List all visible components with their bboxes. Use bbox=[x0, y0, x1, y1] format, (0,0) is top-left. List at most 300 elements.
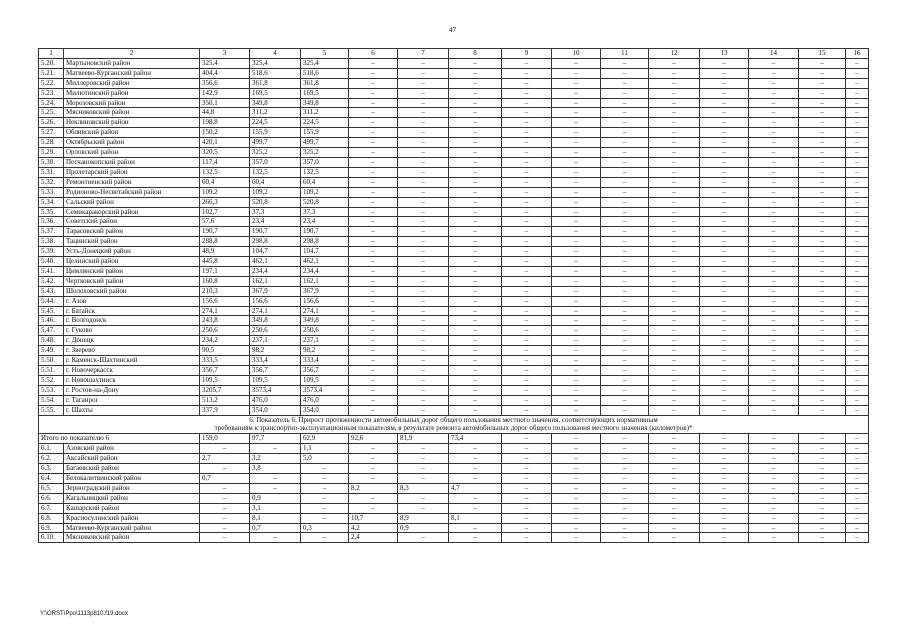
value-cell: 156,6 bbox=[301, 296, 349, 306]
dash-cell: – bbox=[700, 366, 749, 376]
dash-cell: – bbox=[649, 237, 700, 247]
dash-cell: – bbox=[846, 346, 869, 356]
row-number: 5.26. bbox=[39, 118, 64, 128]
value-cell: – bbox=[700, 473, 749, 483]
value-cell: – bbox=[552, 533, 601, 543]
dash-cell: – bbox=[649, 138, 700, 148]
value-cell: 349,8 bbox=[301, 98, 349, 108]
value-cell: – bbox=[649, 473, 700, 483]
row-name: Миллеровский район bbox=[64, 78, 200, 88]
value-cell: – bbox=[846, 444, 869, 454]
dash-cell: – bbox=[846, 88, 869, 98]
dash-cell: – bbox=[846, 128, 869, 138]
dash-cell: – bbox=[749, 306, 799, 316]
table-row bbox=[39, 187, 869, 197]
dash-cell: – bbox=[700, 326, 749, 336]
dash-cell: – bbox=[749, 177, 799, 187]
value-cell: 234,2 bbox=[200, 336, 250, 346]
dash-cell: – bbox=[502, 276, 552, 286]
value-cell: 357,0 bbox=[301, 157, 349, 167]
dash-cell: – bbox=[799, 58, 846, 68]
dash-cell: – bbox=[649, 88, 700, 98]
row-number: 5.51. bbox=[39, 366, 64, 376]
value-cell: – bbox=[502, 473, 552, 483]
dash-cell: – bbox=[700, 187, 749, 197]
table-row bbox=[39, 207, 869, 217]
row-number: 5.46. bbox=[39, 316, 64, 326]
value-cell: 109,2 bbox=[200, 187, 250, 197]
dash-cell: – bbox=[700, 217, 749, 227]
value-cell: 190,7 bbox=[200, 227, 250, 237]
dash-cell: – bbox=[700, 395, 749, 405]
dash-cell: – bbox=[398, 58, 449, 68]
dash-cell: – bbox=[649, 405, 700, 415]
dash-cell: – bbox=[502, 108, 552, 118]
table-row bbox=[39, 98, 869, 108]
dash-cell: – bbox=[700, 148, 749, 158]
table-row bbox=[39, 257, 869, 267]
dash-cell: – bbox=[649, 375, 700, 385]
row-name: Милютинский район bbox=[64, 88, 200, 98]
value-cell: 8,2 bbox=[349, 483, 398, 493]
table-row bbox=[39, 227, 869, 237]
table-row bbox=[39, 503, 869, 513]
dash-cell: – bbox=[398, 346, 449, 356]
value-cell: 367,9 bbox=[301, 286, 349, 296]
dash-cell: – bbox=[449, 316, 502, 326]
total-row bbox=[39, 434, 869, 444]
dash-cell: – bbox=[846, 375, 869, 385]
dash-cell: – bbox=[449, 247, 502, 257]
row-name: Усть-Донецкий район bbox=[64, 247, 200, 257]
dash-cell: – bbox=[649, 58, 700, 68]
dash-cell: – bbox=[749, 217, 799, 227]
value-cell: – bbox=[349, 454, 398, 464]
value-cell: 356,7 bbox=[200, 366, 250, 376]
total-value-cell: – bbox=[552, 434, 601, 444]
value-cell: – bbox=[349, 473, 398, 483]
dash-cell: – bbox=[799, 326, 846, 336]
column-header: 15 bbox=[799, 49, 846, 59]
table-row bbox=[39, 118, 869, 128]
dash-cell: – bbox=[552, 128, 601, 138]
dash-cell: – bbox=[700, 78, 749, 88]
dash-cell: – bbox=[449, 227, 502, 237]
row-name: Мясниковский район bbox=[64, 108, 200, 118]
dash-cell: – bbox=[749, 375, 799, 385]
dash-cell: – bbox=[349, 395, 398, 405]
dash-cell: – bbox=[502, 177, 552, 187]
dash-cell: – bbox=[601, 197, 649, 207]
value-cell: – bbox=[799, 533, 846, 543]
dash-cell: – bbox=[649, 148, 700, 158]
value-cell: 356,6 bbox=[200, 78, 250, 88]
row-name: Азовский район bbox=[64, 444, 200, 454]
column-header: 7 bbox=[398, 49, 449, 59]
dash-cell: – bbox=[799, 276, 846, 286]
dash-cell: – bbox=[700, 296, 749, 306]
value-cell: 445,8 bbox=[200, 257, 250, 267]
dash-cell: – bbox=[601, 78, 649, 88]
dash-cell: – bbox=[502, 266, 552, 276]
dash-cell: – bbox=[552, 395, 601, 405]
value-cell: 160,8 bbox=[200, 276, 250, 286]
dash-cell: – bbox=[601, 326, 649, 336]
value-cell: 325,2 bbox=[301, 148, 349, 158]
value-cell: 237,1 bbox=[301, 336, 349, 346]
value-cell: 0,9 bbox=[398, 523, 449, 533]
row-name: г. Зверево bbox=[64, 346, 200, 356]
table-row bbox=[39, 237, 869, 247]
dash-cell: – bbox=[700, 346, 749, 356]
table-row bbox=[39, 336, 869, 346]
row-name: г. Таганрог bbox=[64, 395, 200, 405]
dash-cell: – bbox=[799, 227, 846, 237]
value-cell: – bbox=[200, 444, 250, 454]
dash-cell: – bbox=[398, 207, 449, 217]
dash-cell: – bbox=[398, 197, 449, 207]
dash-cell: – bbox=[398, 247, 449, 257]
value-cell: 462,1 bbox=[250, 257, 301, 267]
row-name: Багаевский район bbox=[64, 464, 200, 474]
dash-cell: – bbox=[552, 356, 601, 366]
value-cell: – bbox=[398, 493, 449, 503]
row-name: г. Азов bbox=[64, 296, 200, 306]
value-cell: 156,6 bbox=[200, 296, 250, 306]
dash-cell: – bbox=[449, 148, 502, 158]
dash-cell: – bbox=[502, 306, 552, 316]
dash-cell: – bbox=[449, 88, 502, 98]
table-row bbox=[39, 157, 869, 167]
dash-cell: – bbox=[749, 118, 799, 128]
table-row bbox=[39, 306, 869, 316]
value-cell: – bbox=[250, 483, 301, 493]
dash-cell: – bbox=[601, 98, 649, 108]
table-row bbox=[39, 296, 869, 306]
dash-cell: – bbox=[552, 266, 601, 276]
dash-cell: – bbox=[502, 98, 552, 108]
value-cell: 354,0 bbox=[301, 405, 349, 415]
dash-cell: – bbox=[349, 316, 398, 326]
value-cell: 298,8 bbox=[250, 237, 301, 247]
dash-cell: – bbox=[349, 326, 398, 336]
value-cell: 2,4 bbox=[349, 533, 398, 543]
total-value-cell: – bbox=[799, 434, 846, 444]
value-cell: 3573,4 bbox=[250, 385, 301, 395]
value-cell: – bbox=[700, 454, 749, 464]
dash-cell: – bbox=[449, 78, 502, 88]
value-cell: 404,4 bbox=[200, 68, 250, 78]
row-number: 5.48. bbox=[39, 336, 64, 346]
dash-cell: – bbox=[749, 138, 799, 148]
table-row bbox=[39, 444, 869, 454]
value-cell: – bbox=[700, 493, 749, 503]
dash-cell: – bbox=[749, 108, 799, 118]
dash-cell: – bbox=[349, 108, 398, 118]
dash-cell: – bbox=[398, 257, 449, 267]
table-row bbox=[39, 88, 869, 98]
value-cell: 518,6 bbox=[250, 68, 301, 78]
value-cell: – bbox=[250, 473, 301, 483]
dash-cell: – bbox=[349, 128, 398, 138]
value-cell: 48,9 bbox=[200, 247, 250, 257]
dash-cell: – bbox=[649, 316, 700, 326]
row-name: Семикаракорский район bbox=[64, 207, 200, 217]
dash-cell: – bbox=[552, 148, 601, 158]
value-cell: 132,5 bbox=[200, 167, 250, 177]
row-number: 5.38. bbox=[39, 237, 64, 247]
value-cell: – bbox=[649, 464, 700, 474]
dash-cell: – bbox=[799, 157, 846, 167]
value-cell: 4,2 bbox=[349, 523, 398, 533]
page-number: 47 bbox=[449, 26, 456, 34]
column-header: 12 bbox=[649, 49, 700, 59]
value-cell: – bbox=[799, 454, 846, 464]
row-name: Кашарский район bbox=[64, 503, 200, 513]
dash-cell: – bbox=[398, 227, 449, 237]
row-number: 5.20. bbox=[39, 58, 64, 68]
dash-cell: – bbox=[649, 306, 700, 316]
dash-cell: – bbox=[799, 356, 846, 366]
dash-cell: – bbox=[749, 326, 799, 336]
value-cell: – bbox=[349, 464, 398, 474]
row-number: 5.45. bbox=[39, 306, 64, 316]
dash-cell: – bbox=[799, 167, 846, 177]
value-cell: 44,8 bbox=[200, 108, 250, 118]
row-number: 5.31. bbox=[39, 167, 64, 177]
dash-cell: – bbox=[449, 187, 502, 197]
dash-cell: – bbox=[601, 207, 649, 217]
row-number: 5.40. bbox=[39, 257, 64, 267]
value-cell: 169,5 bbox=[301, 88, 349, 98]
dash-cell: – bbox=[502, 187, 552, 197]
dash-cell: – bbox=[449, 108, 502, 118]
header-row bbox=[39, 49, 869, 59]
value-cell: – bbox=[552, 493, 601, 503]
dash-cell: – bbox=[649, 326, 700, 336]
value-cell: 132,5 bbox=[301, 167, 349, 177]
dash-cell: – bbox=[700, 266, 749, 276]
value-cell: – bbox=[749, 493, 799, 503]
dash-cell: – bbox=[601, 88, 649, 98]
dash-cell: – bbox=[449, 177, 502, 187]
value-cell: 60,4 bbox=[250, 177, 301, 187]
dash-cell: – bbox=[649, 385, 700, 395]
dash-cell: – bbox=[601, 346, 649, 356]
dash-cell: – bbox=[601, 366, 649, 376]
dash-cell: – bbox=[398, 266, 449, 276]
table-row bbox=[39, 68, 869, 78]
section-6-title-line-1: 6. Показатель 6. Прирост протяженности автомобильных дорог общего пользования местного значения, соответствующих нормативным bbox=[249, 415, 658, 424]
total-value-cell: 159,0 bbox=[200, 434, 250, 444]
value-cell: – bbox=[502, 464, 552, 474]
dash-cell: – bbox=[349, 227, 398, 237]
row-number: 5.42. bbox=[39, 276, 64, 286]
value-cell: – bbox=[449, 493, 502, 503]
value-cell: – bbox=[502, 533, 552, 543]
value-cell: 361,8 bbox=[250, 78, 301, 88]
dash-cell: – bbox=[601, 276, 649, 286]
table-row bbox=[39, 58, 869, 68]
dash-cell: – bbox=[700, 167, 749, 177]
column-header: 5 bbox=[301, 49, 349, 59]
row-name: Советский район bbox=[64, 217, 200, 227]
value-cell: 197,1 bbox=[200, 266, 250, 276]
value-cell: – bbox=[601, 444, 649, 454]
value-cell: – bbox=[552, 483, 601, 493]
value-cell: 513,2 bbox=[200, 395, 250, 405]
column-header: 1 bbox=[39, 49, 64, 59]
value-cell: – bbox=[449, 533, 502, 543]
row-name: Сальский район bbox=[64, 197, 200, 207]
row-number: 5.47. bbox=[39, 326, 64, 336]
dash-cell: – bbox=[749, 58, 799, 68]
row-number: 5.29. bbox=[39, 148, 64, 158]
value-cell: 250,6 bbox=[250, 326, 301, 336]
dash-cell: – bbox=[449, 276, 502, 286]
dash-cell: – bbox=[799, 316, 846, 326]
dash-cell: – bbox=[649, 187, 700, 197]
dash-cell: – bbox=[799, 207, 846, 217]
dash-cell: – bbox=[799, 118, 846, 128]
dash-cell: – bbox=[349, 385, 398, 395]
data-table bbox=[38, 48, 869, 543]
table-row bbox=[39, 197, 869, 207]
table-row bbox=[39, 276, 869, 286]
value-cell: 274,1 bbox=[301, 306, 349, 316]
dash-cell: – bbox=[449, 157, 502, 167]
value-cell: – bbox=[200, 533, 250, 543]
value-cell: 37,3 bbox=[250, 207, 301, 217]
dash-cell: – bbox=[649, 227, 700, 237]
value-cell: 337,9 bbox=[200, 405, 250, 415]
table-row bbox=[39, 385, 869, 395]
dash-cell: – bbox=[349, 366, 398, 376]
row-number: 6.4. bbox=[39, 473, 64, 483]
value-cell: 3,1 bbox=[250, 503, 301, 513]
value-cell: – bbox=[649, 444, 700, 454]
value-cell: – bbox=[398, 444, 449, 454]
dash-cell: – bbox=[700, 257, 749, 267]
value-cell: 1,1 bbox=[301, 444, 349, 454]
dash-cell: – bbox=[552, 336, 601, 346]
dash-cell: – bbox=[799, 247, 846, 257]
dash-cell: – bbox=[649, 68, 700, 78]
row-name: Морозовский район bbox=[64, 98, 200, 108]
dash-cell: – bbox=[749, 257, 799, 267]
value-cell: – bbox=[649, 533, 700, 543]
dash-cell: – bbox=[398, 306, 449, 316]
dash-cell: – bbox=[799, 266, 846, 276]
dash-cell: – bbox=[700, 385, 749, 395]
value-cell: – bbox=[200, 483, 250, 493]
value-cell: 156,6 bbox=[250, 296, 301, 306]
dash-cell: – bbox=[502, 257, 552, 267]
dash-cell: – bbox=[398, 405, 449, 415]
row-number: 6.2. bbox=[39, 454, 64, 464]
dash-cell: – bbox=[349, 266, 398, 276]
value-cell: – bbox=[200, 513, 250, 523]
dash-cell: – bbox=[749, 128, 799, 138]
value-cell: – bbox=[799, 473, 846, 483]
total-value-cell: – bbox=[601, 434, 649, 444]
row-name: Красносулинский район bbox=[64, 513, 200, 523]
row-number: 5.24. bbox=[39, 98, 64, 108]
value-cell: – bbox=[749, 483, 799, 493]
dash-cell: – bbox=[649, 98, 700, 108]
row-number: 6.10. bbox=[39, 533, 64, 543]
dash-cell: – bbox=[700, 247, 749, 257]
dash-cell: – bbox=[649, 395, 700, 405]
table-row bbox=[39, 454, 869, 464]
row-name: г. Батайск bbox=[64, 306, 200, 316]
dash-cell: – bbox=[799, 306, 846, 316]
value-cell: 357,0 bbox=[250, 157, 301, 167]
dash-cell: – bbox=[649, 276, 700, 286]
value-cell: – bbox=[200, 464, 250, 474]
dash-cell: – bbox=[502, 118, 552, 128]
dash-cell: – bbox=[349, 187, 398, 197]
value-cell: 142,9 bbox=[200, 88, 250, 98]
value-cell: 274,1 bbox=[200, 306, 250, 316]
row-number: 5.33. bbox=[39, 187, 64, 197]
value-cell: 520,8 bbox=[250, 197, 301, 207]
dash-cell: – bbox=[349, 276, 398, 286]
table-row bbox=[39, 148, 869, 158]
dash-cell: – bbox=[349, 286, 398, 296]
value-cell: 23,4 bbox=[301, 217, 349, 227]
dash-cell: – bbox=[398, 395, 449, 405]
table-row bbox=[39, 167, 869, 177]
value-cell: 499,7 bbox=[301, 138, 349, 148]
dash-cell: – bbox=[846, 197, 869, 207]
dash-cell: – bbox=[552, 78, 601, 88]
value-cell: 3205,7 bbox=[200, 385, 250, 395]
dash-cell: – bbox=[552, 108, 601, 118]
value-cell: 37,3 bbox=[301, 207, 349, 217]
value-cell: 311,2 bbox=[250, 108, 301, 118]
dash-cell: – bbox=[700, 276, 749, 286]
dash-cell: – bbox=[449, 286, 502, 296]
value-cell: – bbox=[601, 493, 649, 503]
dash-cell: – bbox=[502, 326, 552, 336]
value-cell: – bbox=[749, 523, 799, 533]
value-cell: 23,4 bbox=[250, 217, 301, 227]
dash-cell: – bbox=[349, 336, 398, 346]
dash-cell: – bbox=[601, 217, 649, 227]
dash-cell: – bbox=[552, 58, 601, 68]
column-header: 2 bbox=[64, 49, 200, 59]
dash-cell: – bbox=[502, 78, 552, 88]
dash-cell: – bbox=[749, 356, 799, 366]
dash-cell: – bbox=[398, 108, 449, 118]
dash-cell: – bbox=[601, 138, 649, 148]
column-header: 3 bbox=[200, 49, 250, 59]
dash-cell: – bbox=[700, 405, 749, 415]
dash-cell: – bbox=[649, 108, 700, 118]
value-cell: – bbox=[502, 454, 552, 464]
dash-cell: – bbox=[649, 356, 700, 366]
value-cell: – bbox=[552, 473, 601, 483]
dash-cell: – bbox=[799, 395, 846, 405]
dash-cell: – bbox=[398, 167, 449, 177]
value-cell: 311,2 bbox=[301, 108, 349, 118]
value-cell: 234,4 bbox=[250, 266, 301, 276]
row-number: 5.36. bbox=[39, 217, 64, 227]
dash-cell: – bbox=[649, 296, 700, 306]
dash-cell: – bbox=[398, 217, 449, 227]
dash-cell: – bbox=[349, 296, 398, 306]
